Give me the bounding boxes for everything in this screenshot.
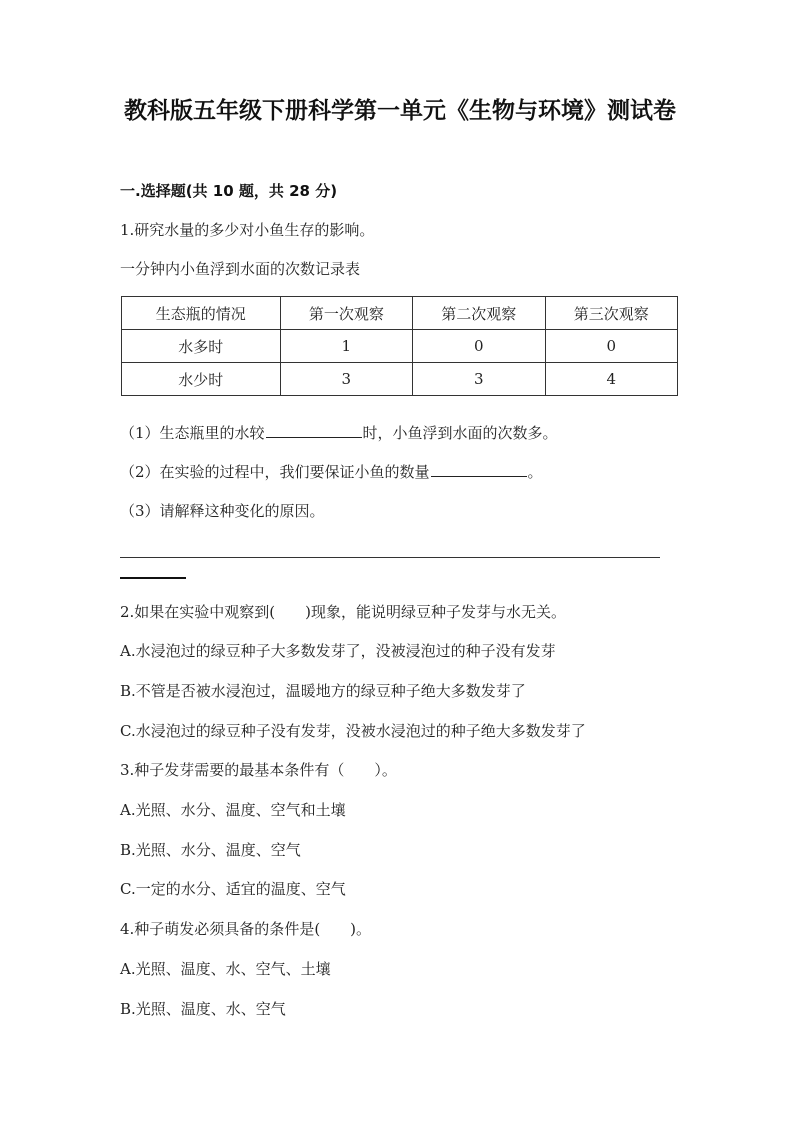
table-cell: 3 (413, 363, 545, 396)
table-cell: 水多时 (122, 330, 281, 363)
q3-option-c[interactable]: C.一定的水分、适宜的温度、空气 (120, 880, 346, 898)
answer-blank[interactable] (431, 462, 527, 477)
q2-option-a[interactable]: A.水浸泡过的绿豆种子大多数发芽了，没被浸泡过的种子没有发芽 (120, 642, 556, 660)
section-header: 一.选择题(共 10 题，共 28 分) (120, 182, 338, 200)
q4-option-a[interactable]: A.光照、温度、水、空气、土壤 (120, 960, 331, 978)
q3-stem: 3.种子发芽需要的最基本条件有（ ）。 (120, 761, 397, 779)
q1-subquestion-3: （3）请解释这种变化的原因。 (120, 502, 325, 520)
table-header-cell: 生态瓶的情况 (122, 297, 281, 330)
q1-sub1-text-after: 时，小鱼浮到水面的次数多。 (362, 424, 558, 442)
q2-option-c[interactable]: C.水浸泡过的绿豆种子没有发芽，没被水浸泡过的种子绝大多数发芽了 (120, 722, 586, 740)
q4-option-b[interactable]: B.光照、温度、水、空气 (120, 1000, 286, 1018)
q1-sub2-text-before: （2）在实验的过程中，我们要保证小鱼的数量 (120, 463, 430, 481)
q3-option-b[interactable]: B.光照、水分、温度、空气 (120, 841, 301, 859)
answer-blank[interactable] (266, 423, 362, 438)
table-row (122, 330, 678, 363)
table-cell: 1 (280, 330, 412, 363)
q4-stem: 4.种子萌发必须具备的条件是( )。 (120, 920, 372, 938)
answer-line-short[interactable] (120, 577, 186, 579)
q3-option-a[interactable]: A.光照、水分、温度、空气和土壤 (120, 801, 346, 819)
answer-line[interactable] (120, 557, 660, 558)
table-cell: 4 (545, 363, 678, 396)
table-header-cell: 第二次观察 (413, 297, 545, 330)
table-header-cell: 第一次观察 (280, 297, 412, 330)
table-row (122, 363, 678, 396)
q1-sub1-text-before: （1）生态瓶里的水较 (120, 424, 265, 442)
q1-sub2-text-after: 。 (527, 463, 543, 481)
q2-stem: 2.如果在实验中观察到( )现象，能说明绿豆种子发芽与水无关。 (120, 603, 567, 621)
observation-table (121, 296, 678, 396)
table-cell: 0 (413, 330, 545, 363)
table-header-cell: 第三次观察 (545, 297, 678, 330)
page-title: 教科版五年级下册科学第一单元《生物与环境》测试卷 (124, 98, 676, 124)
q2-option-b[interactable]: B.不管是否被水浸泡过，温暖地方的绿豆种子绝大多数发芽了 (120, 682, 526, 700)
q1-subquestion-2 (120, 461, 543, 482)
table-cell: 0 (545, 330, 678, 363)
table-header-row (122, 297, 678, 330)
table-cell: 3 (280, 363, 412, 396)
table-cell: 水少时 (122, 363, 281, 396)
q1-stem: 1.研究水量的多少对小鱼生存的影响。 (120, 221, 375, 239)
q1-subquestion-1 (120, 422, 558, 443)
q1-table-caption: 一分钟内小鱼浮到水面的次数记录表 (120, 260, 361, 278)
